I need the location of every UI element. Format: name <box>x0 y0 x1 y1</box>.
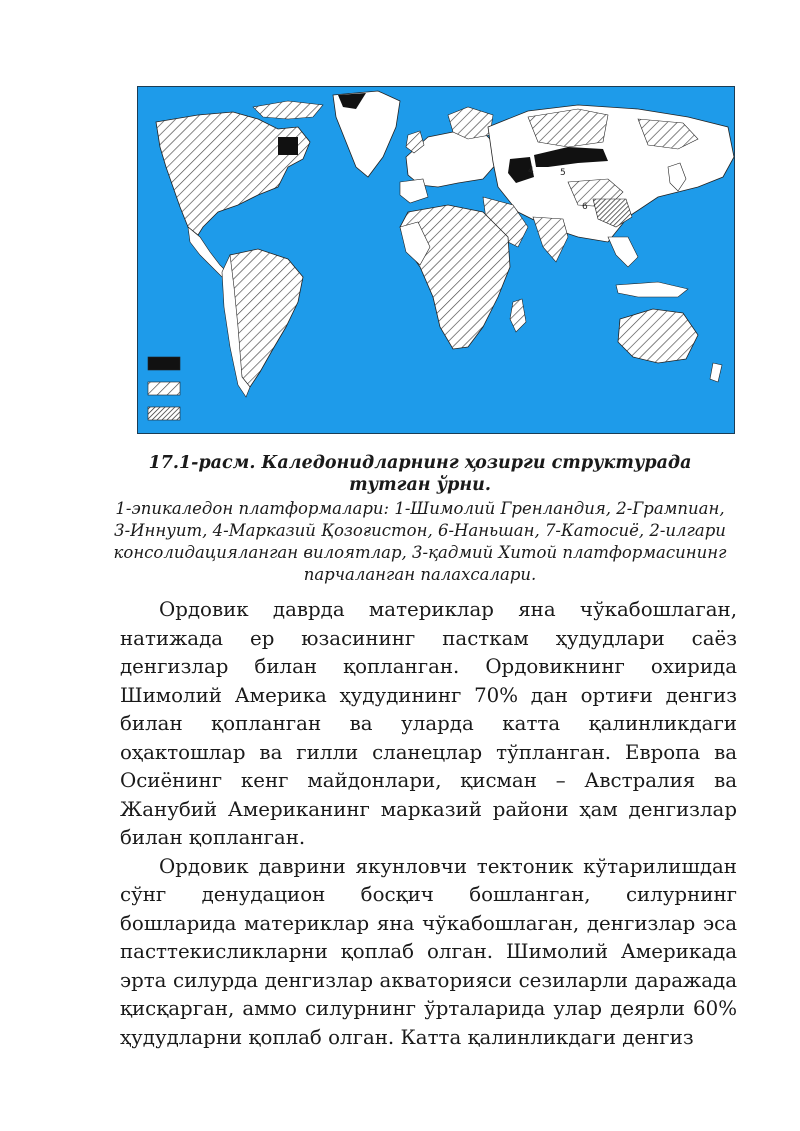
map-label-4: 4 <box>528 166 534 176</box>
paragraph: Ордовик даврини якунловчи тектоник кўтарилишдан сўнг денудацион босқич бошланган, силурнинг бошларида материклар яна чўкабошлаган, денгизлар эса пасттекисликларни қоплаб олган. Шимолий Америкада эрта силурда денгизлар акваторияси сезиларли даражада қисқарган, аммо силурнинг ўрталарида улар деярли 60% ҳудудларни қоплаб олган. Катта қалинликдаги денгиз <box>120 854 737 1049</box>
body-text <box>120 596 737 1052</box>
world-map-figure <box>137 86 735 434</box>
figure-legend-description: 1-эпикаледон платформалари: 1-Шимолий Гренландия, 2-Грампиан, 3-Иннуит, 4-Марказий Қозоғистон, 6-Наньшан, 7-Катосиё, 2-илгари консолидацияланган вилоятлар, 3-қадмий Хитой платформасининг парчаланган палахсалари. <box>113 499 727 584</box>
map-label-5: 5 <box>560 168 566 178</box>
paragraph: Ордовик даврда материклар яна чўкабошлаган, натижада ер юзасининг пасткам ҳудудлари саёз денгизлар билан қопланган. Ордовикнинг охирида Шимолий Америка ҳудудининг 70% дан ортиғи денгиз билан қопланган ва уларда катта қалинликдаги оҳактошлар ва гилли сланецлар тўпланган. Европа ва Осиёнинг кенг майдонлари, қисман – Австралия ва Жанубий Американинг марказий райони ҳам денгизлар билан қопланган. <box>120 598 737 849</box>
figure-title: 17.1-расм. Каледонидларнинг ҳозирги структурада тутган ўрни. <box>148 453 692 495</box>
legend-hatched-swatch <box>148 382 180 395</box>
legend-dense-hatched-swatch <box>148 407 180 420</box>
arctic-black-zone <box>278 137 298 155</box>
figure-caption <box>110 452 730 586</box>
map-label-6: 6 <box>582 202 588 212</box>
legend-solid-black-swatch <box>148 357 180 370</box>
